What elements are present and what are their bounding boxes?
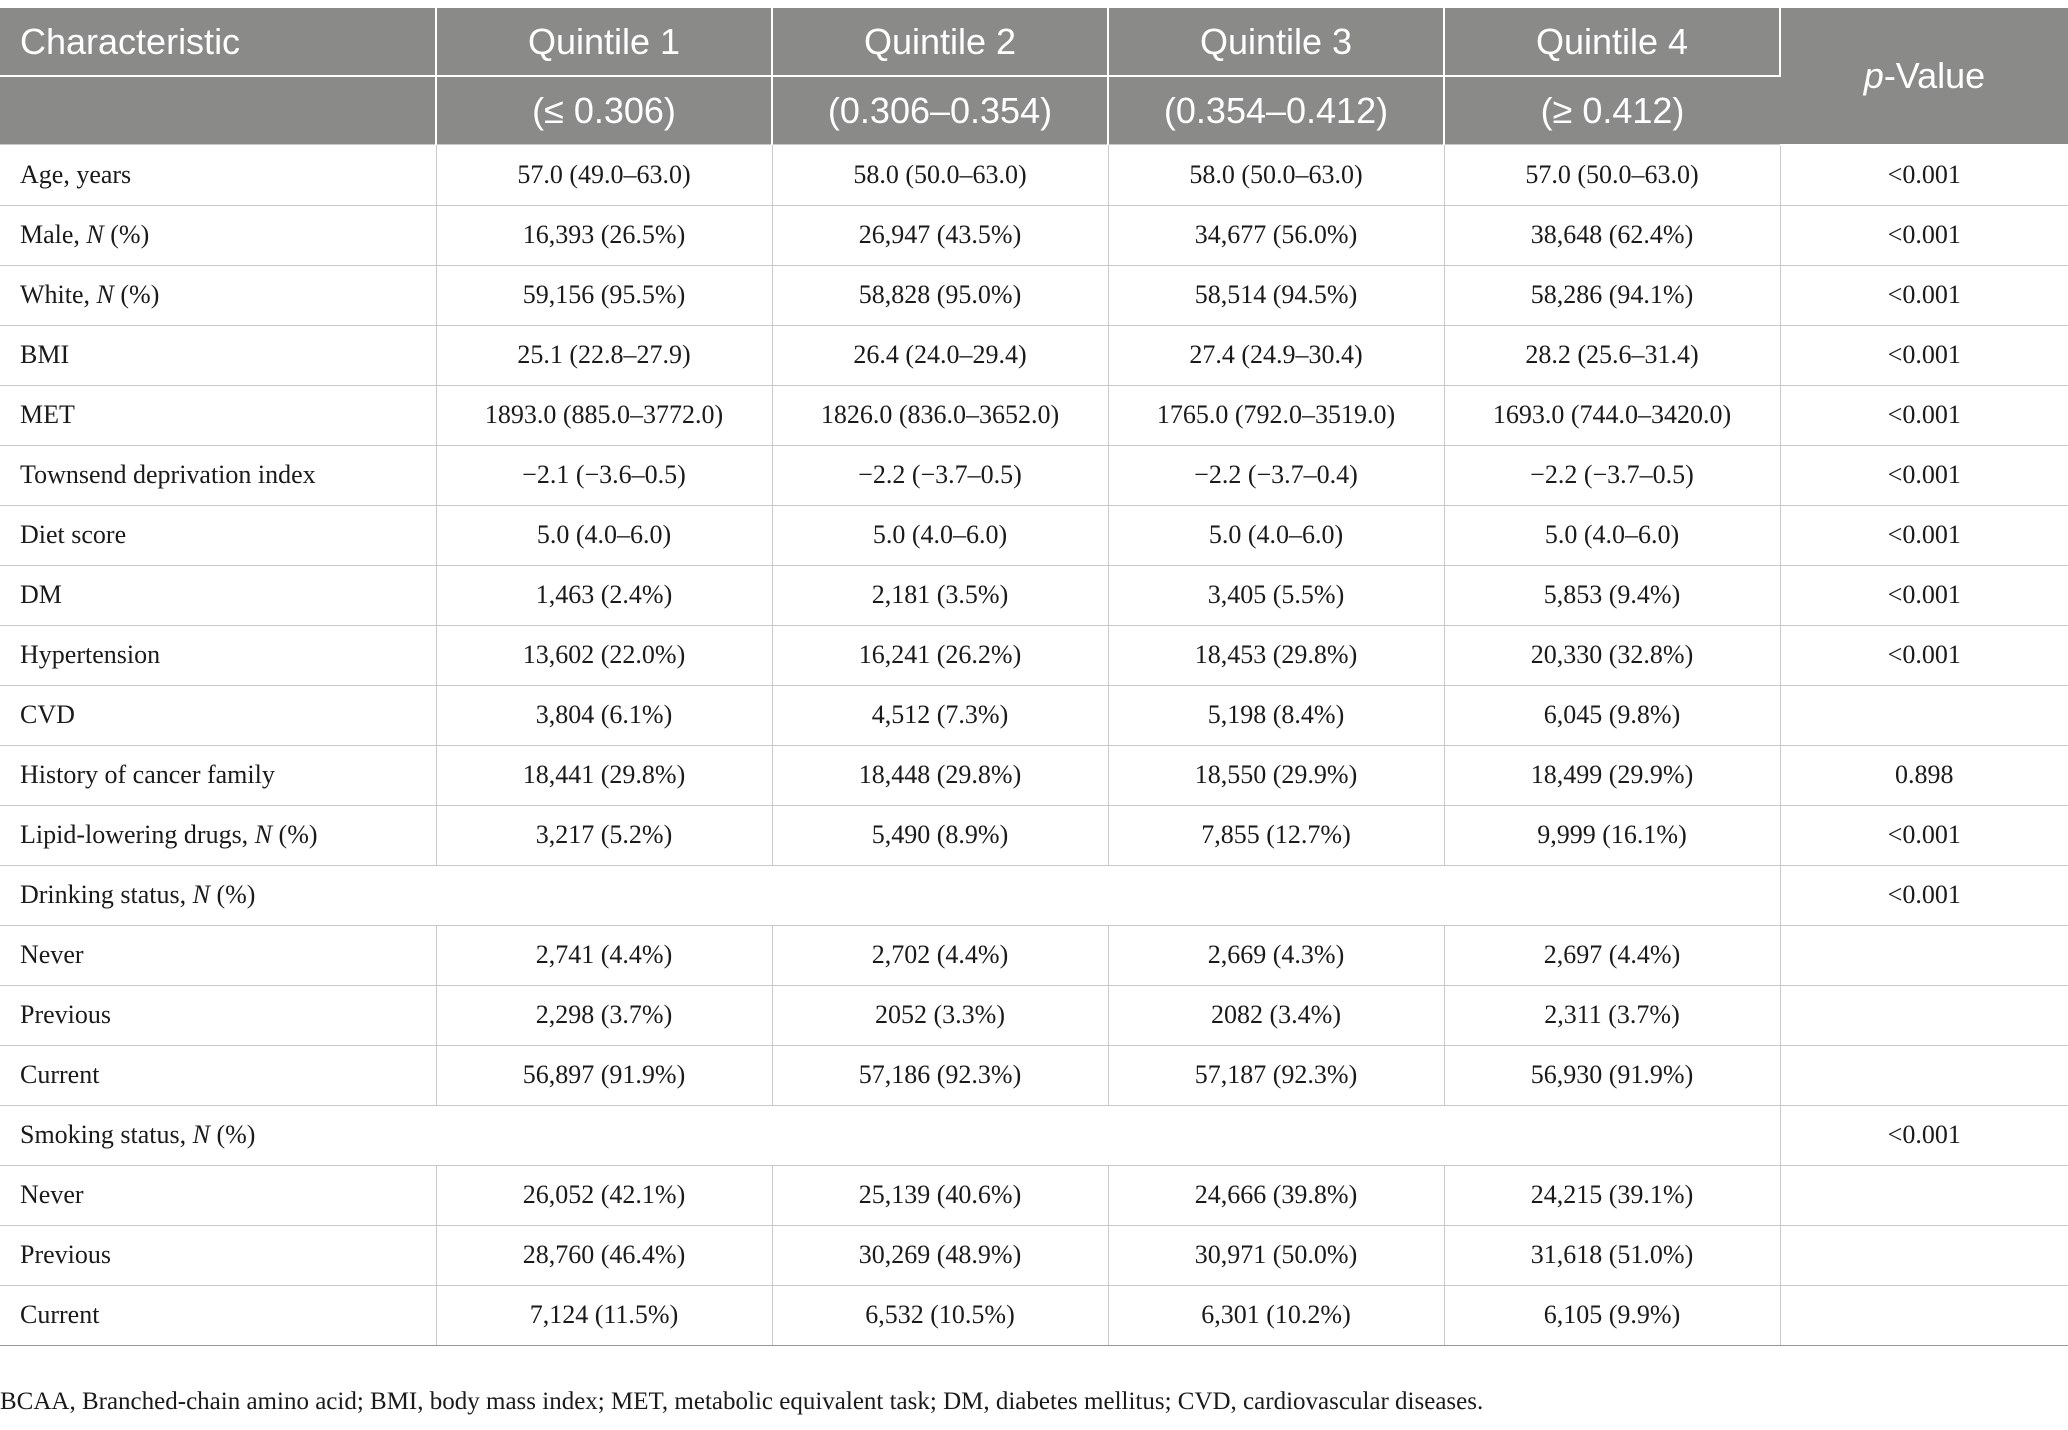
header-range-2: (0.306–0.354) [772,76,1108,145]
pvalue-cell [1780,925,2068,985]
quintile-1-cell: −2.1 (−3.6–0.5) [436,445,772,505]
row-label-text: BMI [20,340,70,369]
quintile-4-cell: 31,618 (51.0%) [1444,1225,1780,1285]
pvalue-cell: <0.001 [1780,145,2068,206]
row-label [0,565,436,625]
quintile-4-cell: 58,286 (94.1%) [1444,265,1780,325]
header-range-3: (0.354–0.412) [1108,76,1444,145]
pvalue-cell [1780,1285,2068,1345]
row-label-italic: N [96,280,114,309]
pvalue-cell: <0.001 [1780,1105,2068,1165]
table-row [0,805,2068,865]
pvalue-cell: <0.001 [1780,265,2068,325]
row-label [0,265,436,325]
quintile-1-cell: 1893.0 (885.0–3772.0) [436,385,772,445]
table-row [0,445,2068,505]
row-label-suffix: (%) [209,880,256,909]
header-pvalue-italic: p [1863,54,1884,96]
row-label-text: Previous [20,1000,111,1029]
quintile-3-cell: 34,677 (56.0%) [1108,205,1444,265]
quintile-4-cell: 6,045 (9.8%) [1444,685,1780,745]
table-row [0,145,2068,206]
section-row [0,865,2068,925]
quintile-2-cell: 2,702 (4.4%) [772,925,1108,985]
quintile-1-cell: 16,393 (26.5%) [436,205,772,265]
quintile-3-cell: 24,666 (39.8%) [1108,1165,1444,1225]
row-label-suffix: (%) [209,1120,256,1149]
row-label [0,805,436,865]
quintile-3-cell: 3,405 (5.5%) [1108,565,1444,625]
pvalue-cell: <0.001 [1780,385,2068,445]
table-row [0,325,2068,385]
quintile-3-cell: 6,301 (10.2%) [1108,1285,1444,1345]
header-quintile-3: Quintile 3 [1108,8,1444,76]
header-range-4: (≥ 0.412) [1444,76,1780,145]
quintile-4-cell: 57.0 (50.0–63.0) [1444,145,1780,206]
quintile-1-cell: 5.0 (4.0–6.0) [436,505,772,565]
quintile-1-cell: 3,804 (6.1%) [436,685,772,745]
pvalue-cell: <0.001 [1780,805,2068,865]
quintile-3-cell: 58.0 (50.0–63.0) [1108,145,1444,206]
row-label-suffix: (%) [113,280,160,309]
quintile-2-cell: 1826.0 (836.0–3652.0) [772,385,1108,445]
quintile-2-cell: 16,241 (26.2%) [772,625,1108,685]
table-row [0,625,2068,685]
quintile-1-cell: 18,441 (29.8%) [436,745,772,805]
row-label [0,325,436,385]
quintile-4-cell: 18,499 (29.9%) [1444,745,1780,805]
quintile-1-cell: 3,217 (5.2%) [436,805,772,865]
quintile-4-cell: 5,853 (9.4%) [1444,565,1780,625]
pvalue-cell: <0.001 [1780,325,2068,385]
row-label-text: Male, [20,220,87,249]
pvalue-cell: <0.001 [1780,445,2068,505]
table-row [0,565,2068,625]
quintile-4-cell: 24,215 (39.1%) [1444,1165,1780,1225]
quintile-1-cell: 56,897 (91.9%) [436,1045,772,1105]
row-label-italic: N [86,220,104,249]
row-label [0,925,436,985]
row-label [0,385,436,445]
quintile-2-cell: 2052 (3.3%) [772,985,1108,1045]
row-label [0,865,1780,925]
quintile-3-cell: 58,514 (94.5%) [1108,265,1444,325]
row-label [0,1105,1780,1165]
table-row [0,505,2068,565]
row-label-text: CVD [20,700,75,729]
quintile-4-cell: 5.0 (4.0–6.0) [1444,505,1780,565]
quintile-4-cell: 9,999 (16.1%) [1444,805,1780,865]
table-row [0,985,2068,1045]
row-label-text: DM [20,580,62,609]
quintile-4-cell: 56,930 (91.9%) [1444,1045,1780,1105]
quintile-2-cell: 57,186 (92.3%) [772,1045,1108,1105]
pvalue-cell: <0.001 [1780,865,2068,925]
row-label-text: MET [20,400,75,429]
pvalue-cell: <0.001 [1780,565,2068,625]
table-body [0,145,2068,1346]
header-pvalue-rest: -Value [1883,54,1986,96]
quintile-2-cell: 26.4 (24.0–29.4) [772,325,1108,385]
quintile-4-cell: 2,697 (4.4%) [1444,925,1780,985]
quintile-2-cell: 25,139 (40.6%) [772,1165,1108,1225]
row-label-text: History of cancer family [20,760,275,789]
quintile-1-cell: 2,741 (4.4%) [436,925,772,985]
pvalue-cell: <0.001 [1780,505,2068,565]
table-row [0,385,2068,445]
quintile-4-cell: 1693.0 (744.0–3420.0) [1444,385,1780,445]
quintile-3-cell: 27.4 (24.9–30.4) [1108,325,1444,385]
row-label-italic: N [254,820,273,849]
quintile-3-cell: 1765.0 (792.0–3519.0) [1108,385,1444,445]
row-label-text: Age, years [20,159,132,189]
row-label-text: Lipid-lowering drugs, [20,820,255,849]
table-row [0,1285,2068,1345]
quintile-1-cell: 7,124 (11.5%) [436,1285,772,1345]
pvalue-cell: 0.898 [1780,745,2068,805]
section-row [0,1105,2068,1165]
quintile-3-cell: 18,453 (29.8%) [1108,625,1444,685]
row-label-suffix: (%) [272,820,318,849]
table-row [0,745,2068,805]
quintile-1-cell: 1,463 (2.4%) [436,565,772,625]
pvalue-cell: <0.001 [1780,205,2068,265]
row-label-text: Townsend deprivation index [20,460,316,489]
header-range-1: (≤ 0.306) [436,76,772,145]
quintile-2-cell: 5.0 (4.0–6.0) [772,505,1108,565]
row-label-text: Drinking status, [20,880,193,909]
row-label-italic: N [192,880,210,909]
row-label [0,625,436,685]
quintile-2-cell: 6,532 (10.5%) [772,1285,1108,1345]
quintile-3-cell: 5,198 (8.4%) [1108,685,1444,745]
quintile-4-cell: 2,311 (3.7%) [1444,985,1780,1045]
quintile-4-cell: 20,330 (32.8%) [1444,625,1780,685]
header-characteristic: Characteristic [0,8,436,76]
row-label-text: Diet score [20,520,127,549]
quintile-2-cell: 5,490 (8.9%) [772,805,1108,865]
quintile-2-cell: −2.2 (−3.7–0.5) [772,445,1108,505]
header-empty-cell [0,76,436,145]
quintile-3-cell: 2,669 (4.3%) [1108,925,1444,985]
quintile-3-cell: 18,550 (29.9%) [1108,745,1444,805]
row-label-text: White, [20,280,97,309]
row-label-text: Current [20,1300,100,1329]
quintile-3-cell: 57,187 (92.3%) [1108,1045,1444,1105]
row-label [0,1285,436,1345]
quintile-4-cell: 38,648 (62.4%) [1444,205,1780,265]
pvalue-cell [1780,1165,2068,1225]
quintile-2-cell: 58.0 (50.0–63.0) [772,145,1108,206]
table-row [0,925,2068,985]
quintile-2-cell: 26,947 (43.5%) [772,205,1108,265]
quintile-1-cell: 2,298 (3.7%) [436,985,772,1045]
pvalue-cell [1780,685,2068,745]
quintile-2-cell: 30,269 (48.9%) [772,1225,1108,1285]
table-row [0,1225,2068,1285]
quintile-1-cell: 25.1 (22.8–27.9) [436,325,772,385]
quintile-4-cell: −2.2 (−3.7–0.5) [1444,445,1780,505]
quintile-3-cell: −2.2 (−3.7–0.4) [1108,445,1444,505]
quintile-2-cell: 4,512 (7.3%) [772,685,1108,745]
quintile-1-cell: 13,602 (22.0%) [436,625,772,685]
quintile-1-cell: 26,052 (42.1%) [436,1165,772,1225]
pvalue-cell [1780,1225,2068,1285]
quintile-2-cell: 18,448 (29.8%) [772,745,1108,805]
row-label [0,745,436,805]
header-quintile-4: Quintile 4 [1444,8,1780,76]
row-label-text: Never [20,940,84,969]
row-label-text: Never [20,1180,84,1209]
quintile-2-cell: 2,181 (3.5%) [772,565,1108,625]
row-label [0,1045,436,1105]
table-row [0,265,2068,325]
quintile-1-cell: 57.0 (49.0–63.0) [436,145,772,206]
pvalue-cell [1780,985,2068,1045]
quintile-1-cell: 28,760 (46.4%) [436,1225,772,1285]
row-label [0,985,436,1045]
header-quintile-2: Quintile 2 [772,8,1108,76]
row-label-text: Current [20,1060,100,1089]
table-row [0,1045,2068,1105]
quintile-3-cell: 30,971 (50.0%) [1108,1225,1444,1285]
row-label [0,445,436,505]
row-label [0,145,436,206]
row-label [0,1225,436,1285]
quintile-4-cell: 6,105 (9.9%) [1444,1285,1780,1345]
quintile-2-cell: 58,828 (95.0%) [772,265,1108,325]
row-label [0,685,436,745]
table-header [0,8,2068,145]
table-footnote: BCAA, Branched-chain amino acid; BMI, body mass index; MET, metabolic equivalent task; DM, diabetes mellitus; CVD, cardiovascular diseases. [0,1388,1484,1415]
quintile-1-cell: 59,156 (95.5%) [436,265,772,325]
row-label-text: Hypertension [20,640,161,669]
quintile-3-cell: 2082 (3.4%) [1108,985,1444,1045]
table-row [0,1165,2068,1225]
pvalue-cell: <0.001 [1780,625,2068,685]
header-quintile-1: Quintile 1 [436,8,772,76]
header-pvalue [1780,8,2068,145]
characteristics-table [0,8,2068,1346]
row-label-italic: N [192,1120,210,1149]
row-label [0,1165,436,1225]
row-label [0,505,436,565]
table-row [0,685,2068,745]
table-row [0,205,2068,265]
row-label-text: Previous [20,1240,111,1269]
row-label-suffix: (%) [103,220,150,249]
row-label [0,205,436,265]
quintile-4-cell: 28.2 (25.6–31.4) [1444,325,1780,385]
pvalue-cell [1780,1045,2068,1105]
quintile-3-cell: 7,855 (12.7%) [1108,805,1444,865]
quintile-3-cell: 5.0 (4.0–6.0) [1108,505,1444,565]
row-label-text: Smoking status, [20,1120,193,1149]
